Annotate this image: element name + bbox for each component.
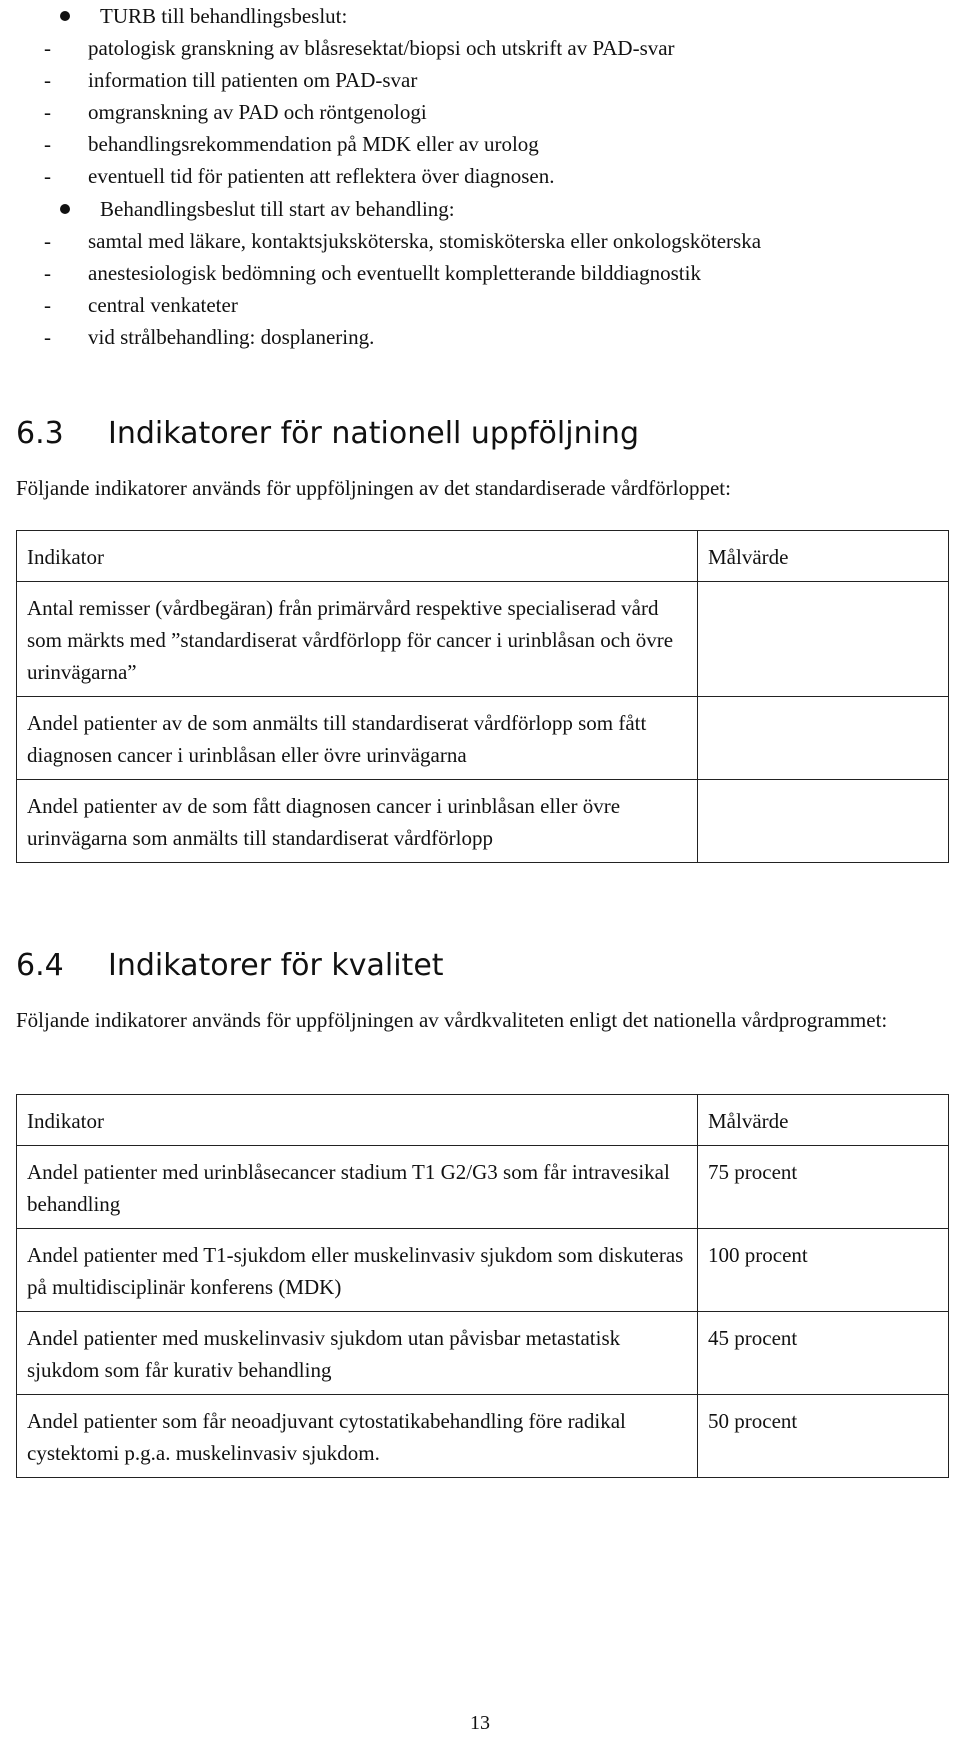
sub-item-text: samtal med läkare, kontaktsjuksköterska, stomisköterska eller onkologsköterska [88,229,762,253]
section-intro: Följande indikatorer används för uppföljningen av det standardiserade vårdförloppet: [16,476,731,500]
indicator-cell: Andel patienter med muskelinvasiv sjukdom utan påvisbar metastatisk sjukdom som får kurativ behandling [17,1312,698,1395]
target-cell: 45 procent [698,1312,949,1395]
section-title: Indikatorer för kvalitet [108,948,444,983]
column-header-malvarde: Målvärde [698,531,949,582]
table-row [17,697,949,780]
page-number: 13 [470,1712,490,1734]
indicator-cell: Andel patienter av de som fått diagnosen cancer i urinblåsan eller övre urinvägarna som anmälts till standardiserat vårdförlopp [17,780,698,863]
sub-item-text: vid strålbehandling: dosplanering. [88,325,375,349]
sub-item-text: omgranskning av PAD och röntgenologi [88,100,427,124]
sub-item: - patologisk granskning av blåsresektat/biopsi och utskrift av PAD-svar [4,32,950,64]
target-cell: 50 procent [698,1395,949,1478]
bullet-turb [44,0,950,192]
target-cell [698,697,949,780]
table-row [17,1146,949,1229]
table-row [17,582,949,697]
column-header-indikator: Indikator [17,1095,698,1146]
target-cell: 75 procent [698,1146,949,1229]
column-header-malvarde: Målvärde [698,1095,949,1146]
sub-item: - eventuell tid för patienten att reflektera över diagnosen. [4,160,950,192]
table-header-row [17,1095,949,1146]
section-number: 6.4 [16,948,64,983]
section-intro: Följande indikatorer används för uppföljningen av vårdkvaliteten enligt det nationella vårdprogrammet: [16,1008,888,1032]
sub-item-text: eventuell tid för patienten att reflektera över diagnosen. [88,164,555,188]
bullet-behandlingsbeslut [44,193,950,353]
sub-item: - omgranskning av PAD och röntgenologi [4,96,950,128]
sub-item-text: anestesiologisk bedömning och eventuellt kompletterande bilddiagnostik [88,261,701,285]
bullet-item [60,0,950,32]
indicator-cell: Andel patienter med T1-sjukdom eller muskelinvasiv sjukdom som diskuteras på multidisciplinär konferens (MDK) [17,1229,698,1312]
sub-item-text: behandlingsrekommendation på MDK eller av urolog [88,132,539,156]
table-row [17,1312,949,1395]
indicator-table-quality [16,1094,949,1478]
sub-item: - information till patienten om PAD-svar [4,64,950,96]
table-row [17,1395,949,1478]
target-cell [698,582,949,697]
sub-item: - central venkateter [4,289,950,321]
bullet-title: TURB till behandlingsbeslut: [100,4,348,28]
table-header-row [17,531,949,582]
bullet-title: Behandlingsbeslut till start av behandling: [100,197,455,221]
column-header-indikator: Indikator [17,531,698,582]
sub-item-text: information till patienten om PAD-svar [88,68,418,92]
bullet-dot-icon [60,11,70,21]
sub-item-text: patologisk granskning av blåsresektat/biopsi och utskrift av PAD-svar [88,36,675,60]
section-heading-6-4 [16,948,444,983]
section-number: 6.3 [16,416,64,451]
section-title: Indikatorer för nationell uppföljning [108,416,639,451]
indicator-table-national [16,530,949,863]
target-cell: 100 procent [698,1229,949,1312]
indicator-cell: Antal remisser (vårdbegäran) från primärvård respektive specialiserad vård som märkts med ”standardiserat vårdförlopp för cancer i urinblåsan och övre urinvägarna” [17,582,698,697]
sub-item: - vid strålbehandling: dosplanering. [4,321,950,353]
sub-item-text: central venkateter [88,293,238,317]
bullet-item [60,193,950,225]
section-heading-6-3 [16,416,639,451]
indicator-cell: Andel patienter av de som anmälts till standardiserat vårdförlopp som fått diagnosen cancer i urinblåsan eller övre urinvägarna [17,697,698,780]
table-row [17,780,949,863]
sub-item: - anestesiologisk bedömning och eventuellt kompletterande bilddiagnostik [4,257,950,289]
sub-item: - samtal med läkare, kontaktsjuksköterska, stomisköterska eller onkologsköterska [4,225,778,257]
table-row [17,1229,949,1312]
sub-item: - behandlingsrekommendation på MDK eller av urolog [4,128,950,160]
target-cell [698,780,949,863]
bullet-dot-icon [60,204,70,214]
indicator-cell: Andel patienter som får neoadjuvant cytostatikabehandling före radikal cystektomi p.g.a. muskelinvasiv sjukdom. [17,1395,698,1478]
indicator-cell: Andel patienter med urinblåsecancer stadium T1 G2/G3 som får intravesikal behandling [17,1146,698,1229]
